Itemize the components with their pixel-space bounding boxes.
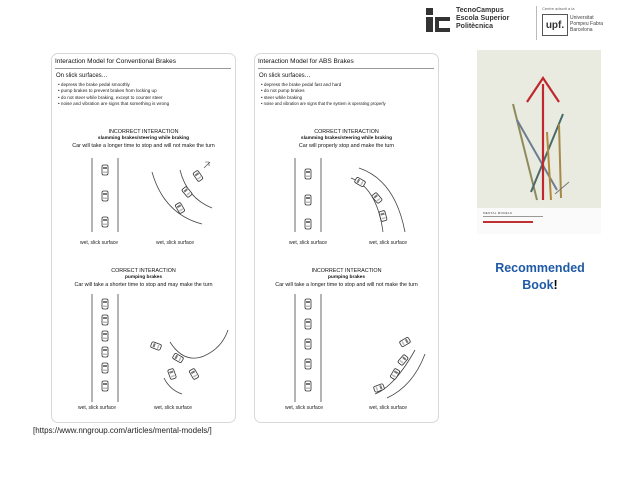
surface-label: wet, slick surface — [289, 240, 328, 246]
interaction-description: Car will take a longer time to stop and will not make the turn — [72, 143, 215, 149]
abs-brakes-panel — [254, 53, 439, 423]
interaction-subheading: pumping brakes — [124, 275, 163, 280]
surface-label: wet, slick surface — [154, 405, 193, 411]
book-cover[interactable] — [477, 50, 601, 234]
interaction-heading: INCORRECT INTERACTION — [311, 268, 382, 274]
logo-line: Escola Superior — [456, 15, 510, 22]
recommended-line1: Recommended — [495, 261, 585, 275]
recommended-book-word: Book — [522, 278, 554, 292]
interaction-block — [255, 268, 438, 288]
panel-intro: On slick surfaces… — [56, 73, 108, 79]
bullet-item: • noise and vibration are signs that something is wrong — [58, 101, 169, 107]
surface-label: wet, slick surface — [369, 240, 408, 246]
interaction-subheading: slamming brakes/steering while braking — [300, 136, 393, 141]
recommended-book-caption — [478, 260, 602, 294]
title-divider — [258, 68, 434, 69]
panel-title: Interaction Model for Conventional Brakes — [55, 58, 177, 65]
logo-divider — [536, 6, 537, 40]
panel-intro: On slick surfaces… — [259, 73, 311, 79]
logo-line: TecnoCampus — [456, 7, 504, 14]
interaction-subheading: pumping brakes — [327, 275, 366, 280]
interaction-heading: CORRECT INTERACTION — [314, 129, 379, 135]
interaction-block — [52, 268, 235, 288]
surface-label: wet, slick surface — [78, 405, 117, 411]
surface-label: wet, slick surface — [156, 240, 195, 246]
bullet-item: • depress the brake pedal fast and hard — [261, 82, 386, 88]
recommended-line2 — [478, 277, 602, 294]
exclamation: ! — [553, 278, 558, 292]
header-logos — [420, 4, 634, 44]
source-link[interactable]: [https://www.nngroup.com/articles/mental-models/] — [33, 426, 212, 435]
interaction-block — [255, 129, 438, 149]
car-diagram — [52, 290, 235, 410]
bullet-item: • pump brakes to prevent brakes from locking up — [58, 88, 169, 94]
interaction-block — [52, 129, 235, 149]
interaction-heading: CORRECT INTERACTION — [111, 268, 176, 274]
book-cover-line — [483, 216, 543, 217]
interaction-subheading: slamming brakes/steering while braking — [97, 136, 190, 141]
logo-line: Politècnica — [456, 23, 493, 30]
book-cover-strip — [477, 208, 601, 234]
bullet-item: • depress the brake pedal smoothly — [58, 82, 169, 88]
title-divider — [55, 68, 231, 69]
bullet-item: • do not steer while braking, except to counter steer — [58, 95, 169, 101]
surface-label: wet, slick surface — [369, 405, 408, 411]
car-diagram — [255, 290, 438, 410]
upf-caption: Centre adscrit a la — [542, 6, 575, 11]
bullet-list — [261, 82, 386, 108]
interaction-description: Car will take a longer time to stop and will not make the turn — [275, 282, 418, 288]
surface-label: wet, slick surface — [285, 405, 324, 411]
bullet-list — [58, 82, 169, 108]
logo-line: Pompeu Fabra — [570, 21, 604, 27]
upf-logo-text — [570, 15, 603, 33]
book-cover-art-icon — [477, 50, 601, 234]
interaction-heading: INCORRECT INTERACTION — [108, 129, 179, 135]
conventional-brakes-panel — [51, 53, 236, 423]
bullet-item: • do not pump brakes — [261, 88, 386, 94]
surface-label: wet, slick surface — [80, 240, 119, 246]
logo-line: Universitat — [570, 15, 594, 21]
car-diagram — [52, 152, 235, 272]
tecnocampus-logo-icon — [426, 8, 450, 32]
logo-line: Barcelona — [570, 27, 593, 33]
upf-logo-icon: upf. — [542, 14, 568, 36]
panel-title: Interaction Model for ABS Brakes — [258, 58, 354, 65]
book-cover-accent-line — [483, 221, 533, 223]
book-cover-title: MENTAL MODELS — [483, 211, 513, 215]
tecnocampus-logo-text — [456, 7, 509, 31]
bullet-item: • noise and vibration are signs that the system is operating properly — [261, 101, 386, 107]
interaction-description: Car will properly stop and make the turn — [298, 143, 395, 149]
interaction-description: Car will take a shorter time to stop and may make the turn — [74, 282, 213, 288]
car-diagram — [255, 152, 438, 272]
bullet-item: • steer while braking — [261, 95, 386, 101]
